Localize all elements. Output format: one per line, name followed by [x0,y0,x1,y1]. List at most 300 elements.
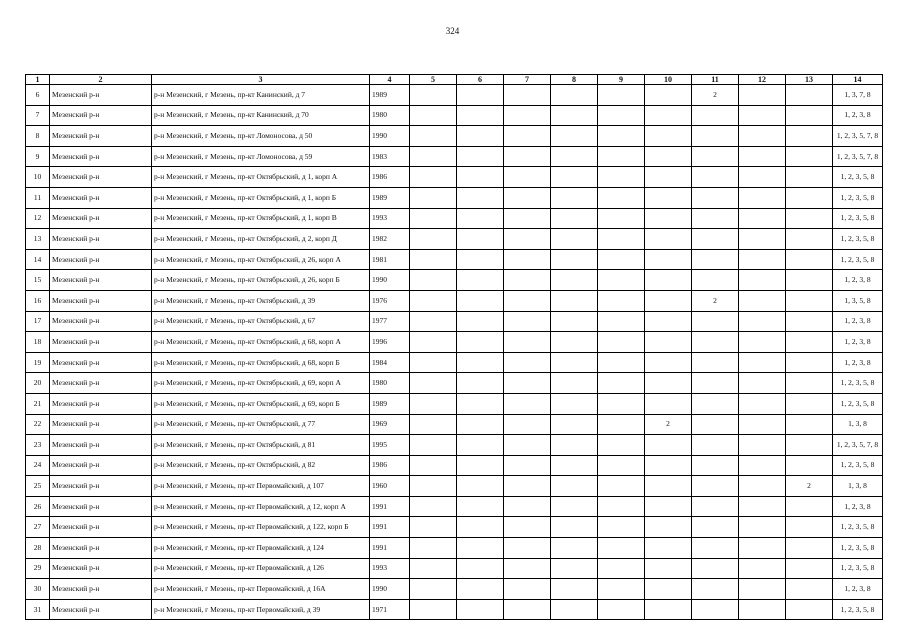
value-cell [504,414,551,435]
value-cell [410,414,457,435]
value-cell [645,496,692,517]
value-cell [457,167,504,188]
year-cell: 1993 [370,208,410,229]
district-cell: Мезенский р-н [50,414,152,435]
codes-cell: 1, 2, 3, 5, 8 [833,167,883,188]
value-cell [645,435,692,456]
value-cell [692,373,739,394]
value-cell [598,393,645,414]
value-cell [645,105,692,126]
value-cell [504,476,551,497]
register-table [25,74,883,620]
value-cell [551,538,598,559]
value-cell [504,208,551,229]
value-cell [786,105,833,126]
value-cell [551,393,598,414]
value-cell [457,538,504,559]
value-cell [739,393,786,414]
district-cell: Мезенский р-н [50,455,152,476]
value-cell [504,373,551,394]
year-cell: 1996 [370,332,410,353]
codes-cell: 1, 2, 3, 8 [833,105,883,126]
value-cell [598,290,645,311]
table-row [26,208,883,229]
value-cell [551,105,598,126]
value-cell [739,187,786,208]
value-cell [504,517,551,538]
value-cell [598,538,645,559]
district-cell: Мезенский р-н [50,332,152,353]
address-cell: р-н Мезенский, г Мезень, пр-кт Октябрьский, д 26, корп А [152,249,370,270]
value-cell [410,455,457,476]
value-cell [786,455,833,476]
value-cell [504,126,551,147]
year-cell: 1989 [370,393,410,414]
district-cell: Мезенский р-н [50,105,152,126]
codes-cell: 1, 2, 3, 5, 8 [833,249,883,270]
value-cell [551,167,598,188]
value-cell [739,332,786,353]
value-cell [739,290,786,311]
row-number: 29 [26,558,50,579]
table-row [26,414,883,435]
value-cell [739,352,786,373]
district-cell: Мезенский р-н [50,167,152,188]
value-cell [598,352,645,373]
value-cell [598,270,645,291]
value-cell [786,85,833,106]
value-cell [457,270,504,291]
value-cell [457,105,504,126]
district-cell: Мезенский р-н [50,85,152,106]
address-cell: р-н Мезенский, г Мезень, пр-кт Октябрьский, д 1, корп Б [152,187,370,208]
district-cell: Мезенский р-н [50,599,152,620]
value-cell [786,270,833,291]
value-cell [551,414,598,435]
value-cell [598,558,645,579]
column-header: 10 [645,75,692,85]
district-cell: Мезенский р-н [50,290,152,311]
value-cell [692,187,739,208]
value-cell [457,435,504,456]
address-cell: р-н Мезенский, г Мезень, пр-кт Первомайский, д 122, корп Б [152,517,370,538]
value-cell [692,599,739,620]
value-cell [645,187,692,208]
value-cell [598,455,645,476]
address-cell: р-н Мезенский, г Мезень, пр-кт Октябрьский, д 81 [152,435,370,456]
value-cell [504,229,551,250]
row-number: 10 [26,167,50,188]
value-cell [645,476,692,497]
value-cell [692,517,739,538]
table-row [26,126,883,147]
value-cell [410,290,457,311]
year-cell: 1991 [370,496,410,517]
value-cell [645,373,692,394]
table-row [26,105,883,126]
value-cell [739,455,786,476]
value-cell [551,311,598,332]
table-row [26,455,883,476]
district-cell: Мезенский р-н [50,517,152,538]
district-cell: Мезенский р-н [50,352,152,373]
value-cell [598,496,645,517]
table-row [26,85,883,106]
value-cell [645,599,692,620]
value-cell [598,476,645,497]
address-cell: р-н Мезенский, г Мезень, пр-кт Октябрьский, д 77 [152,414,370,435]
year-cell: 1989 [370,85,410,106]
address-cell: р-н Мезенский, г Мезень, пр-кт Первомайский, д 126 [152,558,370,579]
value-cell [739,517,786,538]
value-cell [598,85,645,106]
value-cell [410,146,457,167]
value-cell [692,393,739,414]
value-cell [504,311,551,332]
district-cell: Мезенский р-н [50,126,152,147]
value-cell [504,352,551,373]
value-cell [457,414,504,435]
codes-cell: 1, 2, 3, 5, 8 [833,373,883,394]
table-row [26,270,883,291]
value-cell [410,393,457,414]
value-cell [551,208,598,229]
codes-cell: 1, 2, 3, 5, 8 [833,599,883,620]
address-cell: р-н Мезенский, г Мезень, пр-кт Ломоносова, д 50 [152,126,370,147]
value-cell [645,126,692,147]
address-cell: р-н Мезенский, г Мезень, пр-кт Первомайский, д 124 [152,538,370,559]
codes-cell: 1, 2, 3, 5, 8 [833,187,883,208]
row-number: 9 [26,146,50,167]
district-cell: Мезенский р-н [50,311,152,332]
value-cell [786,208,833,229]
year-cell: 1990 [370,270,410,291]
table-body [26,85,883,620]
value-cell [598,146,645,167]
value-cell [692,270,739,291]
value-cell: 2 [692,290,739,311]
column-header: 6 [457,75,504,85]
codes-cell: 1, 2, 3, 5, 8 [833,517,883,538]
value-cell [504,332,551,353]
row-number: 8 [26,126,50,147]
value-cell [504,599,551,620]
table-row [26,599,883,620]
value-cell [598,105,645,126]
row-number: 23 [26,435,50,456]
value-cell [504,85,551,106]
value-cell [551,146,598,167]
column-header: 11 [692,75,739,85]
year-cell: 1982 [370,229,410,250]
value-cell [410,332,457,353]
page-number: 324 [445,26,460,36]
value-cell [410,476,457,497]
district-cell: Мезенский р-н [50,146,152,167]
row-number: 16 [26,290,50,311]
value-cell [598,249,645,270]
value-cell [410,352,457,373]
row-number: 26 [26,496,50,517]
value-cell [457,599,504,620]
codes-cell: 1, 2, 3, 8 [833,332,883,353]
value-cell [786,229,833,250]
row-number: 7 [26,105,50,126]
value-cell [457,579,504,600]
value-cell [692,558,739,579]
value-cell [410,599,457,620]
table-row [26,538,883,559]
value-cell [457,476,504,497]
district-cell: Мезенский р-н [50,476,152,497]
value-cell [551,249,598,270]
address-cell: р-н Мезенский, г Мезень, пр-кт Первомайский, д 12, корп А [152,496,370,517]
row-number: 15 [26,270,50,291]
value-cell [410,311,457,332]
value-cell [551,270,598,291]
district-cell: Мезенский р-н [50,558,152,579]
value-cell: 2 [645,414,692,435]
value-cell [504,393,551,414]
table-row [26,332,883,353]
table-row [26,167,883,188]
row-number: 30 [26,579,50,600]
value-cell [551,476,598,497]
value-cell [645,311,692,332]
year-cell: 1976 [370,290,410,311]
value-cell [410,496,457,517]
codes-cell: 1, 2, 3, 8 [833,311,883,332]
codes-cell: 1, 2, 3, 5, 8 [833,229,883,250]
value-cell [598,579,645,600]
row-number: 18 [26,332,50,353]
value-cell [645,538,692,559]
year-cell: 1995 [370,435,410,456]
value-cell [504,187,551,208]
table-row [26,146,883,167]
value-cell [598,373,645,394]
value-cell [786,167,833,188]
row-number: 13 [26,229,50,250]
value-cell [645,517,692,538]
row-number: 31 [26,599,50,620]
value-cell [457,249,504,270]
row-number: 11 [26,187,50,208]
year-cell: 1989 [370,187,410,208]
value-cell [739,496,786,517]
value-cell [786,187,833,208]
value-cell [692,538,739,559]
value-cell [786,558,833,579]
table-row [26,476,883,497]
value-cell [739,105,786,126]
value-cell [504,270,551,291]
column-header: 4 [370,75,410,85]
value-cell [551,558,598,579]
address-cell: р-н Мезенский, г Мезень, пр-кт Октябрьский, д 68, корп Б [152,352,370,373]
value-cell [457,517,504,538]
value-cell [457,455,504,476]
year-cell: 1984 [370,352,410,373]
value-cell [551,579,598,600]
value-cell [692,414,739,435]
value-cell [786,126,833,147]
value-cell [739,208,786,229]
value-cell [504,167,551,188]
value-cell [551,496,598,517]
column-header: 1 [26,75,50,85]
value-cell [645,455,692,476]
value-cell [786,538,833,559]
column-header: 8 [551,75,598,85]
value-cell [410,538,457,559]
address-cell: р-н Мезенский, г Мезень, пр-кт Октябрьский, д 69, корп А [152,373,370,394]
value-cell [551,352,598,373]
address-cell: р-н Мезенский, г Мезень, пр-кт Канинский, д 7 [152,85,370,106]
column-header: 9 [598,75,645,85]
address-cell: р-н Мезенский, г Мезень, пр-кт Октябрьский, д 82 [152,455,370,476]
address-cell: р-н Мезенский, г Мезень, пр-кт Октябрьский, д 26, корп Б [152,270,370,291]
value-cell [457,146,504,167]
value-cell [551,599,598,620]
codes-cell: 1, 2, 3, 5, 7, 8 [833,146,883,167]
value-cell [786,579,833,600]
codes-cell: 1, 3, 8 [833,414,883,435]
codes-cell: 1, 2, 3, 8 [833,496,883,517]
codes-cell: 1, 2, 3, 5, 8 [833,455,883,476]
value-cell [692,146,739,167]
row-number: 6 [26,85,50,106]
row-number: 19 [26,352,50,373]
value-cell [504,146,551,167]
year-cell: 1990 [370,579,410,600]
district-cell: Мезенский р-н [50,393,152,414]
value-cell [786,496,833,517]
value-cell [786,373,833,394]
value-cell [598,311,645,332]
codes-cell: 1, 2, 3, 5, 8 [833,538,883,559]
value-cell [645,229,692,250]
value-cell [410,208,457,229]
value-cell [504,455,551,476]
value-cell [504,496,551,517]
codes-cell: 1, 2, 3, 5, 8 [833,208,883,229]
row-number: 27 [26,517,50,538]
value-cell [739,167,786,188]
value-cell [692,249,739,270]
value-cell [551,455,598,476]
value-cell [739,229,786,250]
value-cell [457,393,504,414]
year-cell: 1977 [370,311,410,332]
value-cell [598,167,645,188]
value-cell [786,599,833,620]
codes-cell: 1, 2, 3, 8 [833,352,883,373]
value-cell [551,517,598,538]
value-cell [457,558,504,579]
year-cell: 1986 [370,455,410,476]
year-cell: 1980 [370,105,410,126]
district-cell: Мезенский р-н [50,373,152,394]
value-cell [457,208,504,229]
value-cell [457,187,504,208]
codes-cell: 1, 2, 3, 5, 7, 8 [833,435,883,456]
value-cell [598,126,645,147]
value-cell [504,290,551,311]
table-row [26,249,883,270]
value-cell [645,558,692,579]
value-cell [739,146,786,167]
value-cell [786,146,833,167]
row-number: 22 [26,414,50,435]
value-cell [551,85,598,106]
year-cell: 1969 [370,414,410,435]
address-cell: р-н Мезенский, г Мезень, пр-кт Октябрьский, д 2, корп Д [152,229,370,250]
table-row [26,229,883,250]
value-cell [739,476,786,497]
value-cell [692,208,739,229]
codes-cell: 1, 2, 3, 8 [833,579,883,600]
value-cell [692,311,739,332]
value-cell [598,229,645,250]
year-cell: 1971 [370,599,410,620]
year-cell: 1983 [370,146,410,167]
value-cell [645,270,692,291]
row-number: 24 [26,455,50,476]
row-number: 12 [26,208,50,229]
value-cell [645,208,692,229]
value-cell [739,311,786,332]
district-cell: Мезенский р-н [50,435,152,456]
value-cell [504,105,551,126]
address-cell: р-н Мезенский, г Мезень, пр-кт Октябрьский, д 39 [152,290,370,311]
address-cell: р-н Мезенский, г Мезень, пр-кт Первомайский, д 16А [152,579,370,600]
address-cell: р-н Мезенский, г Мезень, пр-кт Канинский, д 70 [152,105,370,126]
value-cell [410,126,457,147]
year-cell: 1991 [370,538,410,559]
table-row [26,517,883,538]
district-cell: Мезенский р-н [50,208,152,229]
value-cell [645,249,692,270]
value-cell [692,229,739,250]
value-cell [598,435,645,456]
value-cell [692,352,739,373]
address-cell: р-н Мезенский, г Мезень, пр-кт Ломоносова, д 59 [152,146,370,167]
value-cell [410,373,457,394]
value-cell [645,332,692,353]
codes-cell: 1, 2, 3, 5, 8 [833,558,883,579]
year-cell: 1981 [370,249,410,270]
value-cell [457,85,504,106]
year-cell: 1986 [370,167,410,188]
value-cell [645,167,692,188]
codes-cell: 1, 3, 7, 8 [833,85,883,106]
column-header: 13 [786,75,833,85]
district-cell: Мезенский р-н [50,579,152,600]
value-cell [504,579,551,600]
row-number: 28 [26,538,50,559]
codes-cell: 1, 3, 5, 8 [833,290,883,311]
year-cell: 1990 [370,126,410,147]
address-cell: р-н Мезенский, г Мезень, пр-кт Октябрьский, д 69, корп Б [152,393,370,414]
value-cell [410,229,457,250]
value-cell [457,352,504,373]
value-cell [786,517,833,538]
table-row [26,187,883,208]
value-cell [786,332,833,353]
value-cell [551,332,598,353]
value-cell [692,579,739,600]
